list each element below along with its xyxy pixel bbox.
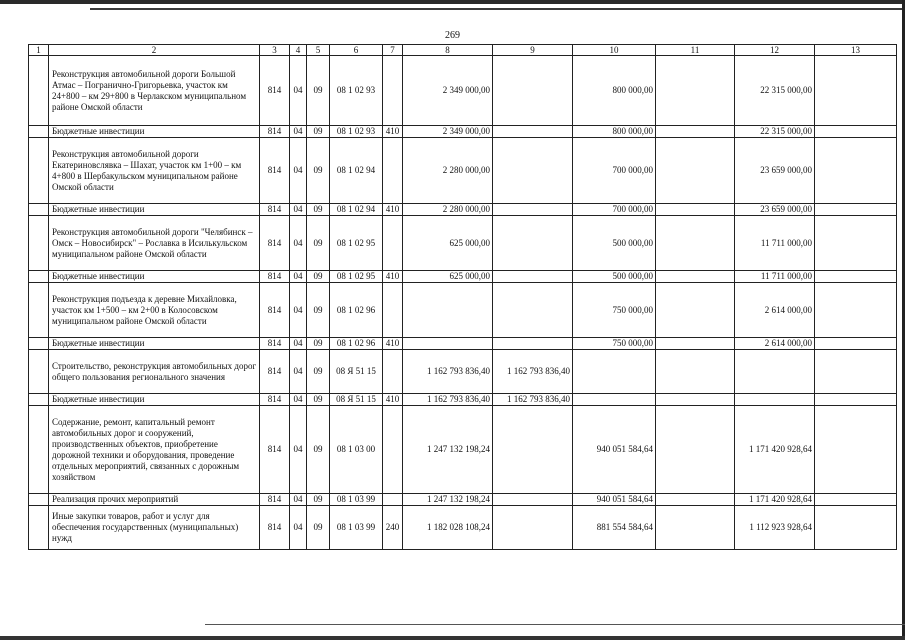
- expense-type-cell: 410: [383, 204, 403, 216]
- ministry-code-cell: 814: [260, 56, 290, 126]
- row-number-cell: [29, 138, 49, 204]
- subsection-code-cell: 09: [307, 138, 330, 204]
- amount-col10-cell: 750 000,00: [573, 283, 656, 338]
- ministry-code-cell: 814: [260, 350, 290, 394]
- amount-col9-cell: [493, 406, 573, 494]
- expense-type-cell: 410: [383, 394, 403, 406]
- amount-col8-cell: 1 162 793 836,40: [403, 350, 493, 394]
- ministry-code-cell: 814: [260, 506, 290, 550]
- row-number-cell: [29, 338, 49, 350]
- table-row: [29, 506, 897, 550]
- row-number-cell: [29, 506, 49, 550]
- table-row: [29, 338, 897, 350]
- expense-type-cell: [383, 494, 403, 506]
- amount-col9-cell: [493, 338, 573, 350]
- amount-col10-cell: 940 051 584,64: [573, 494, 656, 506]
- table-row: [29, 271, 897, 283]
- section-code-cell: 04: [290, 494, 307, 506]
- amount-col9-cell: [493, 204, 573, 216]
- section-code-cell: 04: [290, 406, 307, 494]
- column-number: 8: [403, 45, 493, 56]
- amount-col10-cell: [573, 394, 656, 406]
- amount-col13-cell: [815, 216, 897, 271]
- item-name-cell: Бюджетные инвестиции: [49, 394, 260, 406]
- ministry-code-cell: 814: [260, 216, 290, 271]
- amount-col13-cell: [815, 338, 897, 350]
- section-code-cell: 04: [290, 338, 307, 350]
- amount-col13-cell: [815, 394, 897, 406]
- column-number: 5: [307, 45, 330, 56]
- budget-table: [28, 44, 897, 550]
- amount-col10-cell: 700 000,00: [573, 138, 656, 204]
- amount-col12-cell: 23 659 000,00: [735, 138, 815, 204]
- target-article-cell: 08 1 02 94: [330, 138, 383, 204]
- item-name-cell: Бюджетные инвестиции: [49, 126, 260, 138]
- expense-type-cell: [383, 283, 403, 338]
- table-row: [29, 138, 897, 204]
- amount-col8-cell: 1 247 132 198,24: [403, 494, 493, 506]
- expense-type-cell: 410: [383, 338, 403, 350]
- section-code-cell: 04: [290, 216, 307, 271]
- amount-col10-cell: 800 000,00: [573, 56, 656, 126]
- column-number: 9: [493, 45, 573, 56]
- amount-col9-cell: 1 162 793 836,40: [493, 350, 573, 394]
- target-article-cell: 08 1 02 93: [330, 56, 383, 126]
- item-name-cell: Реконструкция автомобильной дороги "Челябинск – Омск – Новосибирск" – Рославка в Исилькульском муниципальном районе Омской области: [49, 216, 260, 271]
- amount-col10-cell: 940 051 584,64: [573, 406, 656, 494]
- subsection-code-cell: 09: [307, 350, 330, 394]
- row-number-cell: [29, 216, 49, 271]
- scan-edge-line: [90, 8, 905, 10]
- amount-col8-cell: 2 280 000,00: [403, 204, 493, 216]
- amount-col13-cell: [815, 494, 897, 506]
- amount-col13-cell: [815, 506, 897, 550]
- ministry-code-cell: 814: [260, 204, 290, 216]
- column-number: 2: [49, 45, 260, 56]
- amount-col9-cell: [493, 283, 573, 338]
- amount-col12-cell: [735, 350, 815, 394]
- target-article-cell: 08 Я 51 15: [330, 350, 383, 394]
- amount-col8-cell: 625 000,00: [403, 271, 493, 283]
- row-number-cell: [29, 271, 49, 283]
- footer-rule: [205, 624, 905, 625]
- expense-type-cell: [383, 216, 403, 271]
- item-name-cell: Бюджетные инвестиции: [49, 338, 260, 350]
- amount-col8-cell: 2 349 000,00: [403, 56, 493, 126]
- amount-col13-cell: [815, 283, 897, 338]
- subsection-code-cell: 09: [307, 283, 330, 338]
- amount-col10-cell: [573, 350, 656, 394]
- amount-col11-cell: [656, 394, 735, 406]
- amount-col11-cell: [656, 204, 735, 216]
- amount-col13-cell: [815, 204, 897, 216]
- amount-col9-cell: [493, 494, 573, 506]
- expense-type-cell: 410: [383, 126, 403, 138]
- amount-col12-cell: 11 711 000,00: [735, 216, 815, 271]
- target-article-cell: 08 1 02 94: [330, 204, 383, 216]
- ministry-code-cell: 814: [260, 271, 290, 283]
- subsection-code-cell: 09: [307, 216, 330, 271]
- item-name-cell: Реализация прочих мероприятий: [49, 494, 260, 506]
- section-code-cell: 04: [290, 283, 307, 338]
- target-article-cell: 08 1 02 96: [330, 338, 383, 350]
- table-row: [29, 56, 897, 126]
- section-code-cell: 04: [290, 394, 307, 406]
- target-article-cell: 08 1 02 96: [330, 283, 383, 338]
- table-row: [29, 350, 897, 394]
- table-row: [29, 283, 897, 338]
- amount-col13-cell: [815, 406, 897, 494]
- section-code-cell: 04: [290, 126, 307, 138]
- amount-col11-cell: [656, 271, 735, 283]
- column-number-row: [29, 45, 897, 56]
- amount-col13-cell: [815, 56, 897, 126]
- expense-type-cell: 240: [383, 506, 403, 550]
- amount-col12-cell: 2 614 000,00: [735, 338, 815, 350]
- amount-col10-cell: 800 000,00: [573, 126, 656, 138]
- row-number-cell: [29, 56, 49, 126]
- amount-col12-cell: 2 614 000,00: [735, 283, 815, 338]
- amount-col9-cell: [493, 271, 573, 283]
- target-article-cell: 08 1 03 99: [330, 506, 383, 550]
- ministry-code-cell: 814: [260, 494, 290, 506]
- section-code-cell: 04: [290, 271, 307, 283]
- amount-col8-cell: 1 247 132 198,24: [403, 406, 493, 494]
- row-number-cell: [29, 126, 49, 138]
- amount-col8-cell: 1 162 793 836,40: [403, 394, 493, 406]
- row-number-cell: [29, 204, 49, 216]
- subsection-code-cell: 09: [307, 506, 330, 550]
- amount-col9-cell: [493, 126, 573, 138]
- scan-edge-bottom: [0, 636, 905, 640]
- item-name-cell: Реконструкция автомобильной дороги Екатериновслявка – Шахат, участок км 1+00 – км 4+800 в Шербакульском муниципальном районе Омской области: [49, 138, 260, 204]
- table-row: [29, 406, 897, 494]
- amount-col12-cell: [735, 394, 815, 406]
- item-name-cell: Бюджетные инвестиции: [49, 271, 260, 283]
- expense-type-cell: [383, 138, 403, 204]
- amount-col11-cell: [656, 506, 735, 550]
- amount-col8-cell: [403, 283, 493, 338]
- amount-col9-cell: 1 162 793 836,40: [493, 394, 573, 406]
- amount-col9-cell: [493, 506, 573, 550]
- amount-col8-cell: 625 000,00: [403, 216, 493, 271]
- amount-col11-cell: [656, 56, 735, 126]
- subsection-code-cell: 09: [307, 338, 330, 350]
- section-code-cell: 04: [290, 56, 307, 126]
- ministry-code-cell: 814: [260, 406, 290, 494]
- table-row: [29, 204, 897, 216]
- row-number-cell: [29, 406, 49, 494]
- amount-col11-cell: [656, 126, 735, 138]
- amount-col13-cell: [815, 350, 897, 394]
- amount-col8-cell: [403, 338, 493, 350]
- subsection-code-cell: 09: [307, 204, 330, 216]
- row-number-cell: [29, 283, 49, 338]
- column-number: 11: [656, 45, 735, 56]
- subsection-code-cell: 09: [307, 126, 330, 138]
- amount-col8-cell: 2 280 000,00: [403, 138, 493, 204]
- scan-edge-top: [0, 0, 905, 4]
- amount-col11-cell: [656, 350, 735, 394]
- amount-col11-cell: [656, 283, 735, 338]
- ministry-code-cell: 814: [260, 126, 290, 138]
- amount-col12-cell: 23 659 000,00: [735, 204, 815, 216]
- target-article-cell: 08 1 02 95: [330, 216, 383, 271]
- column-number: 12: [735, 45, 815, 56]
- item-name-cell: Содержание, ремонт, капитальный ремонт автомобильных дорог и сооружений, производственных объектов, приобретение дорожной техники и оборудования, проведение отдельных мероприятий, связанных с дорожным хозяйством: [49, 406, 260, 494]
- target-article-cell: 08 1 02 95: [330, 271, 383, 283]
- page-number: 269: [445, 30, 460, 41]
- target-article-cell: 08 Я 51 15: [330, 394, 383, 406]
- table-row: [29, 494, 897, 506]
- amount-col12-cell: 1 171 420 928,64: [735, 494, 815, 506]
- amount-col11-cell: [656, 216, 735, 271]
- column-number: 10: [573, 45, 656, 56]
- target-article-cell: 08 1 03 00: [330, 406, 383, 494]
- amount-col13-cell: [815, 271, 897, 283]
- amount-col10-cell: 500 000,00: [573, 271, 656, 283]
- expense-type-cell: 410: [383, 271, 403, 283]
- item-name-cell: Иные закупки товаров, работ и услуг для обеспечения государственных (муниципальных) нужд: [49, 506, 260, 550]
- ministry-code-cell: 814: [260, 283, 290, 338]
- section-code-cell: 04: [290, 138, 307, 204]
- item-name-cell: Реконструкция подъезда к деревне Михайловка, участок км 1+500 – км 2+00 в Колосовском муниципальном районе Омской области: [49, 283, 260, 338]
- expense-type-cell: [383, 350, 403, 394]
- expense-type-cell: [383, 56, 403, 126]
- amount-col10-cell: 750 000,00: [573, 338, 656, 350]
- amount-col12-cell: 22 315 000,00: [735, 56, 815, 126]
- column-number: 13: [815, 45, 897, 56]
- target-article-cell: 08 1 02 93: [330, 126, 383, 138]
- amount-col8-cell: 1 182 028 108,24: [403, 506, 493, 550]
- row-number-cell: [29, 350, 49, 394]
- ministry-code-cell: 814: [260, 394, 290, 406]
- table-row: [29, 394, 897, 406]
- amount-col11-cell: [656, 494, 735, 506]
- column-number: 6: [330, 45, 383, 56]
- item-name-cell: Бюджетные инвестиции: [49, 204, 260, 216]
- amount-col11-cell: [656, 406, 735, 494]
- column-number: 7: [383, 45, 403, 56]
- section-code-cell: 04: [290, 204, 307, 216]
- amount-col9-cell: [493, 138, 573, 204]
- subsection-code-cell: 09: [307, 394, 330, 406]
- subsection-code-cell: 09: [307, 56, 330, 126]
- column-number: 4: [290, 45, 307, 56]
- ministry-code-cell: 814: [260, 338, 290, 350]
- subsection-code-cell: 09: [307, 406, 330, 494]
- amount-col12-cell: 22 315 000,00: [735, 126, 815, 138]
- section-code-cell: 04: [290, 506, 307, 550]
- ministry-code-cell: 814: [260, 138, 290, 204]
- amount-col8-cell: 2 349 000,00: [403, 126, 493, 138]
- table-row: [29, 126, 897, 138]
- item-name-cell: Строительство, реконструкция автомобильных дорог общего пользования регионального значения: [49, 350, 260, 394]
- row-number-cell: [29, 394, 49, 406]
- amount-col10-cell: 881 554 584,64: [573, 506, 656, 550]
- section-code-cell: 04: [290, 350, 307, 394]
- amount-col10-cell: 500 000,00: [573, 216, 656, 271]
- amount-col11-cell: [656, 138, 735, 204]
- item-name-cell: Реконструкция автомобильной дороги Большой Атмас – Погранично-Григорьевка, участок км 24+800 – км 29+800 в Черлакском муниципальном районе Омской области: [49, 56, 260, 126]
- row-number-cell: [29, 494, 49, 506]
- column-number: 3: [260, 45, 290, 56]
- target-article-cell: 08 1 03 99: [330, 494, 383, 506]
- amount-col13-cell: [815, 138, 897, 204]
- subsection-code-cell: 09: [307, 494, 330, 506]
- amount-col10-cell: 700 000,00: [573, 204, 656, 216]
- amount-col13-cell: [815, 126, 897, 138]
- amount-col11-cell: [656, 338, 735, 350]
- amount-col12-cell: 1 112 923 928,64: [735, 506, 815, 550]
- table-row: [29, 216, 897, 271]
- amount-col12-cell: 11 711 000,00: [735, 271, 815, 283]
- amount-col12-cell: 1 171 420 928,64: [735, 406, 815, 494]
- amount-col9-cell: [493, 216, 573, 271]
- subsection-code-cell: 09: [307, 271, 330, 283]
- expense-type-cell: [383, 406, 403, 494]
- column-number: 1: [29, 45, 49, 56]
- amount-col9-cell: [493, 56, 573, 126]
